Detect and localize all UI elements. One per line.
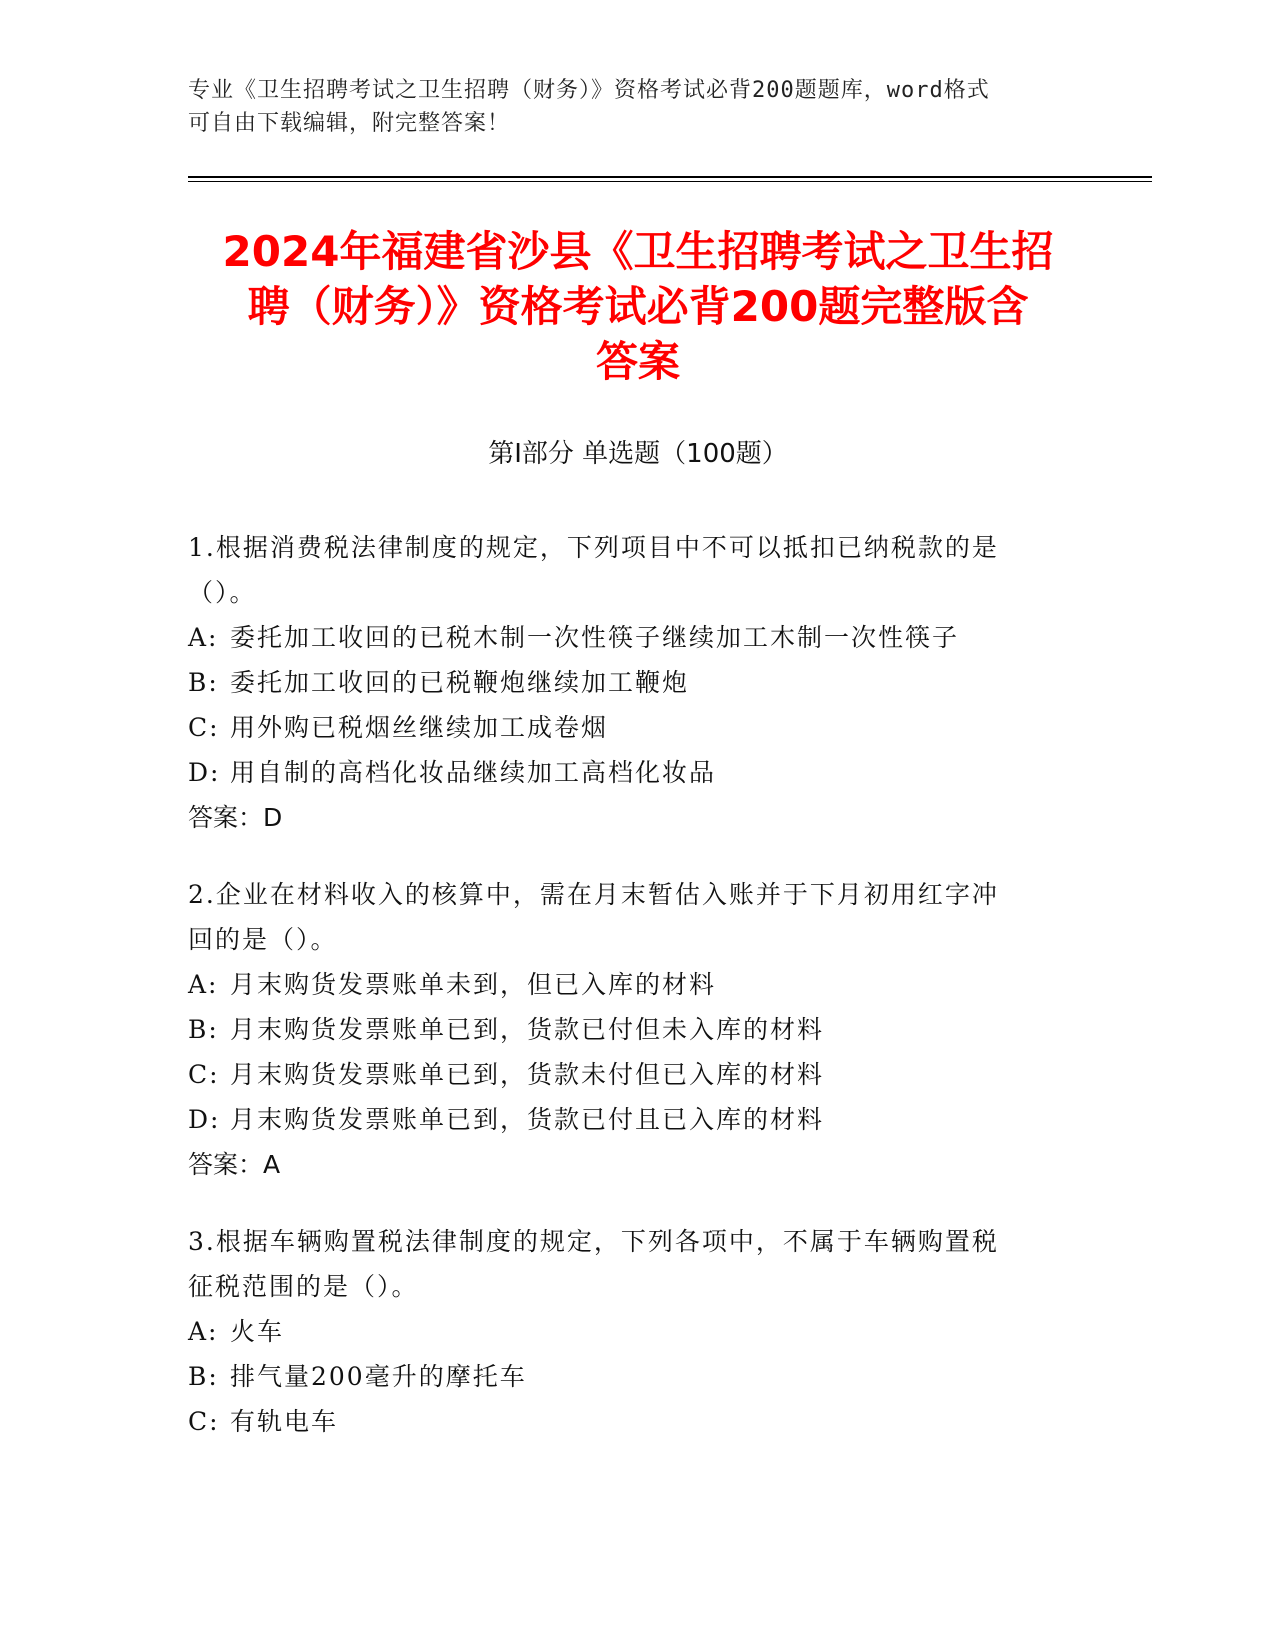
answer: 答案：A [188, 1150, 281, 1179]
option-d [188, 1097, 1058, 1142]
question-stem: 1.根据消费税法律制度的规定，下列项目中不可以抵扣已纳税款的是 [188, 533, 999, 562]
question-stem: 2.企业在材料收入的核算中，需在月末暂估入账并于下月初用红字冲 [188, 880, 999, 909]
header-rule-thin [188, 181, 1152, 182]
option-text: 月末购货发票账单已到，货款已付但未入库的材料 [230, 1015, 825, 1044]
question-stem-continued: （）。 [188, 578, 257, 607]
option-text: 用外购已税烟丝继续加工成卷烟 [230, 713, 609, 742]
option-letter: B: [188, 1362, 219, 1391]
question-1 [188, 525, 1058, 840]
option-a [188, 962, 1058, 1007]
option-letter: D: [188, 1105, 221, 1134]
option-letter: C: [188, 1407, 220, 1436]
option-text: 有轨电车 [230, 1407, 339, 1436]
option-letter: B: [188, 668, 219, 697]
option-b [188, 660, 1058, 705]
option-letter: C: [188, 1060, 220, 1089]
document-title-line-3: 答案 [595, 337, 680, 386]
question-list [188, 525, 1058, 1476]
option-letter: C: [188, 713, 220, 742]
question-stem-continued: 回的是（）。 [188, 925, 338, 954]
question-stem-continued: 征税范围的是（）。 [188, 1272, 419, 1301]
option-c [188, 1052, 1058, 1097]
answer: 答案：D [188, 803, 283, 832]
header-note-line-2: 可自由下载编辑，附完整答案！ [188, 111, 511, 136]
option-text: 月末购货发票账单已到，货款未付但已入库的材料 [230, 1060, 825, 1089]
option-b [188, 1354, 1058, 1399]
section-title: 第Ⅰ部分 单选题（100题） [488, 439, 788, 469]
document-title-line-1: 2024年福建省沙县《卫生招聘考试之卫生招 [222, 227, 1054, 276]
option-a [188, 615, 1058, 660]
question-3 [188, 1219, 1058, 1444]
option-text: 月末购货发票账单未到，但已入库的材料 [230, 970, 717, 999]
option-text: 用自制的高档化妆品继续加工高档化妆品 [230, 758, 717, 787]
header-rule-thick [188, 176, 1152, 178]
option-text: 委托加工收回的已税鞭炮继续加工鞭炮 [230, 668, 690, 697]
question-2 [188, 872, 1058, 1187]
option-text: 排气量200毫升的摩托车 [230, 1362, 527, 1391]
document-title [188, 224, 1088, 389]
option-c [188, 1399, 1058, 1444]
option-text: 委托加工收回的已税木制一次性筷子继续加工木制一次性筷子 [230, 623, 960, 652]
option-a [188, 1309, 1058, 1354]
document-title-line-2: 聘（财务）》资格考试必背200题完整版含 [247, 282, 1029, 331]
option-b [188, 1007, 1058, 1052]
option-letter: A: [188, 623, 219, 652]
option-letter: A: [188, 1317, 219, 1346]
header-note-line-1: 专业《卫生招聘考试之卫生招聘（财务）》资格考试必背200题题库，word格式 [188, 78, 990, 103]
question-stem: 3.根据车辆购置税法律制度的规定，下列各项中，不属于车辆购置税 [188, 1227, 999, 1256]
option-letter: D: [188, 758, 221, 787]
option-text: 火车 [230, 1317, 285, 1346]
option-c [188, 705, 1058, 750]
header-note [188, 74, 1068, 140]
option-d [188, 750, 1058, 795]
option-letter: A: [188, 970, 219, 999]
option-letter: B: [188, 1015, 219, 1044]
option-text: 月末购货发票账单已到，货款已付且已入库的材料 [230, 1105, 825, 1134]
